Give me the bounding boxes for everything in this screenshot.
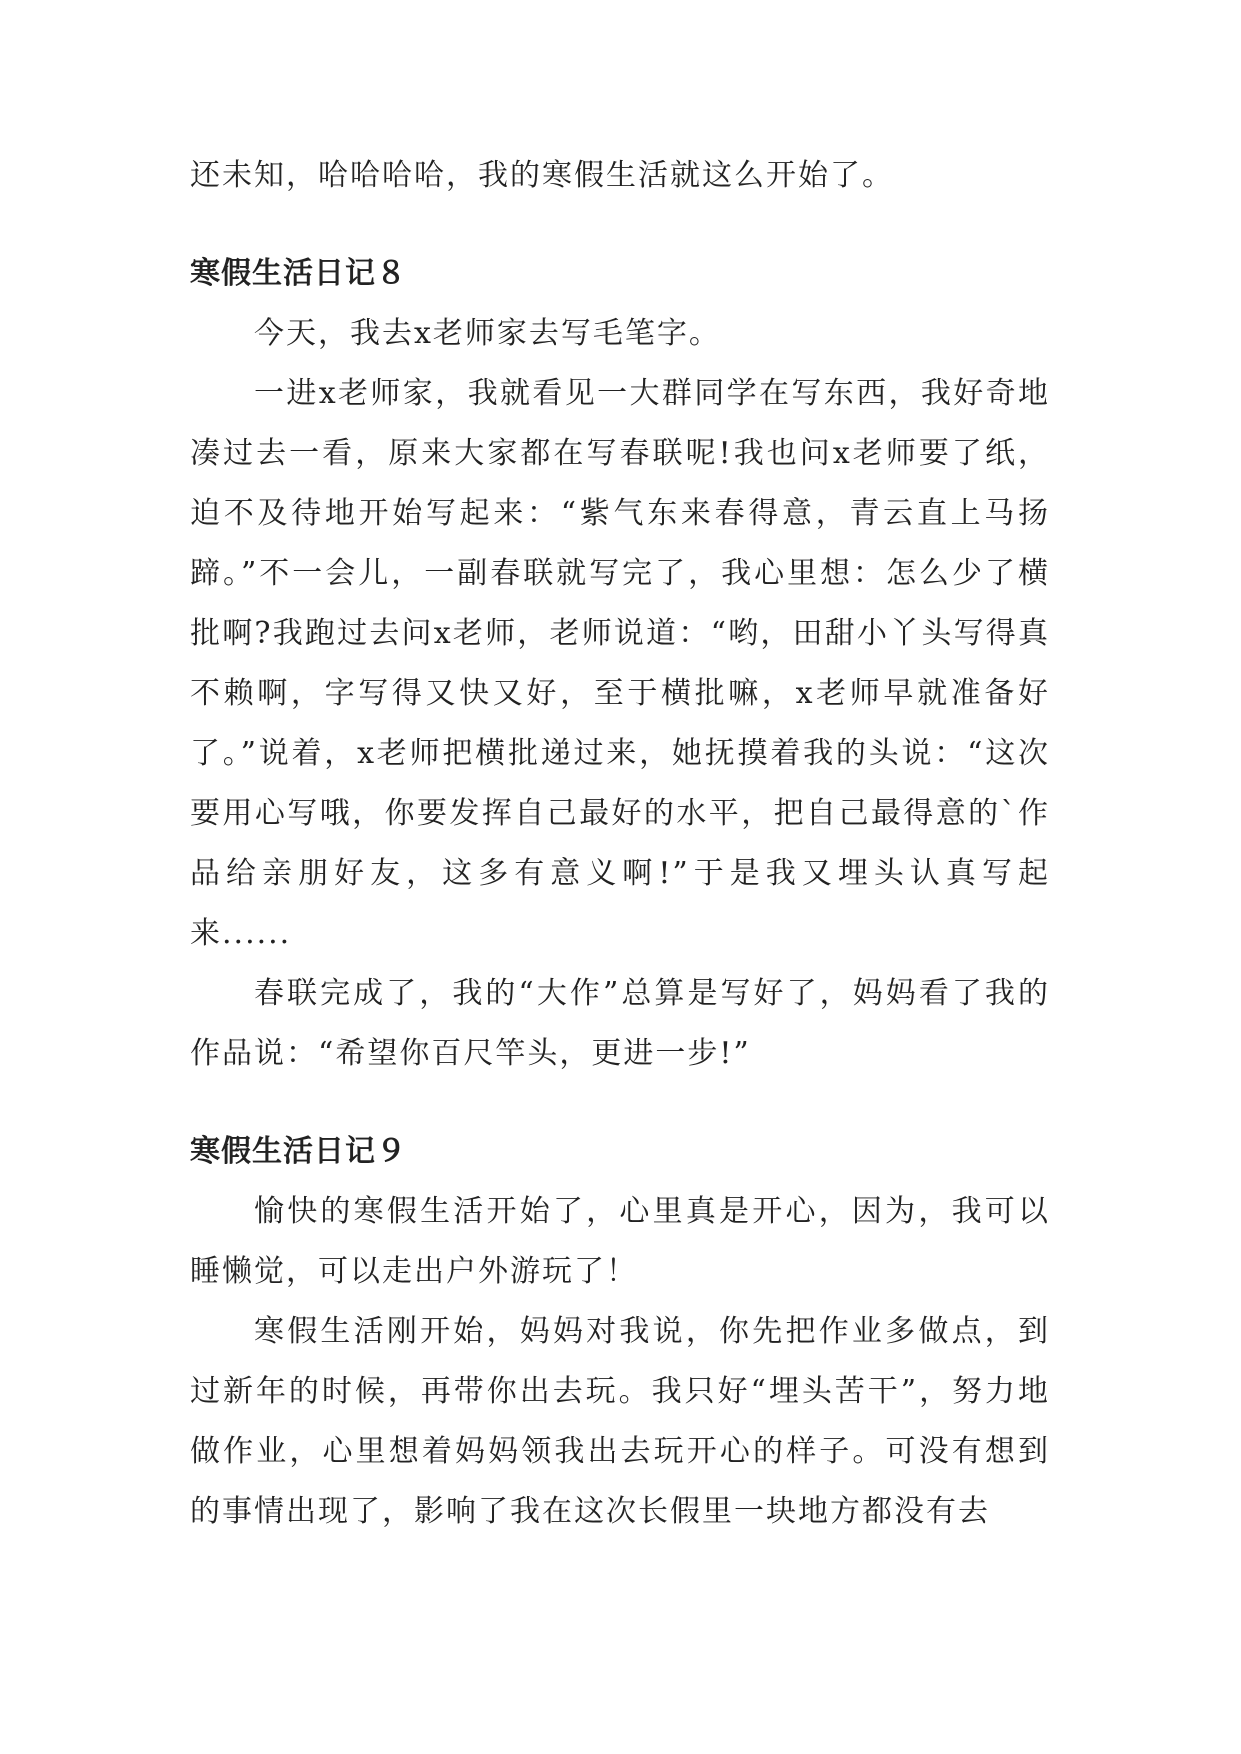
intro-line: 还未知，哈哈哈哈，我的寒假生活就这么开始了。 (190, 158, 894, 193)
entry-8-paragraph-2: 一进x老师家，我就看见一大群同学在写东西，我好奇地凑过去一看，原来大家都在写春联呢!我也问x老师要了纸，迫不及待地开始写起来：“紫气东来春得意，青云直上马扬蹄。”不一会儿，一副春联就写完了，我心里想：怎么少了横批啊?我跑过去问x老师，老师说道：“哟，田甜小丫头写得真不赖啊，字写得又快又好，至于横批嘛，x老师早就准备好了。”说着，x老师把横批递过来，她抚摸着我的头说：“这次要用心写哦，你要发挥自己最好的水平，把自己最得意的`作品给亲朋好友，这多有意义啊!”于是我又埋头认真写起来...... (190, 376, 1050, 951)
entry-9-paragraph-1: 愉快的寒假生活开始了，心里真是开心，因为，我可以睡懒觉，可以走出户外游玩了！ (190, 1194, 1050, 1289)
entry-8-title: 寒假生活日记８ (190, 256, 407, 291)
diary-entry-9 (190, 1122, 1050, 1542)
intro-section (190, 146, 1050, 206)
entry-9-title: 寒假生活日记９ (190, 1134, 407, 1169)
entry-8-paragraph-3: 春联完成了，我的“大作”总算是写好了，妈妈看了我的作品说：“希望你百尺竿头，更进一步!” (190, 976, 1050, 1071)
entry-8-paragraph-1: 今天，我去x老师家去写毛笔字。 (254, 316, 721, 351)
diary-entry-8 (190, 244, 1050, 1084)
entry-9-paragraph-2: 寒假生活刚开始，妈妈对我说，你先把作业多做点，到过新年的时候，再带你出去玩。我只好“埋头苦干”，努力地做作业，心里想着妈妈领我出去玩开心的样子。可没有想到的事情出现了，影响了我在这次长假里一块地方都没有去 (190, 1314, 1050, 1529)
